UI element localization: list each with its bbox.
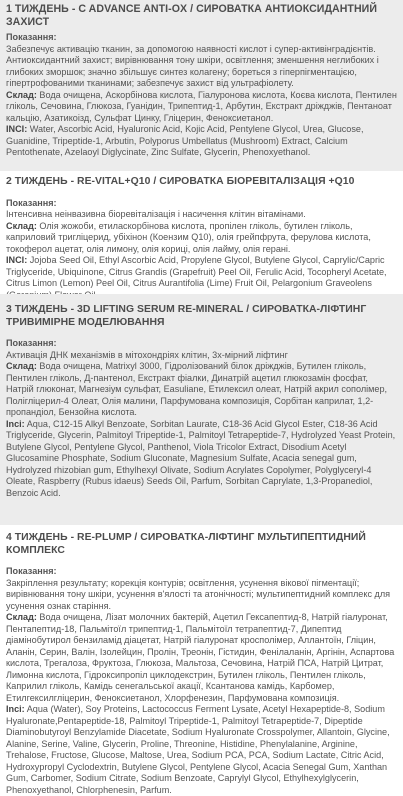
composition-text: Вода очищена, Лізат молочних бактерій, Ацетил Гексапептид-8, Натрій гіалуронат, Пентапептид-18, Пальмітоїл трипептид-1, Пальмітоїл тетрапептид-7, Дипептид діамінобутирол бензиламід діацетат, Натрій гіалуронат кросполімер, Аллантоїн, Гліцин, Аланін, Серин, Валін, Ізолейцин, Пролін, Треонін, Гістидин, Фенілаланін, Аргінін, Аспартова кислота, Трегалоза, Фруктоза, Глюкоза, Мальтоза, Сечовина, Натрій ПСА, Натрій Цитрат, Лимонна кислота, Гідроксипропіл циклодекстрин, Бутилен гліколь, Пентилен гліколь, Каприлил гліколь, Камідь сенегальської акації, Ксантанова камідь, Карбомер, Етилгексилгліцерин, Феноксиетанол, Хлорфенезин, Парфумована композиція. xyxy=(6,612,395,703)
inci-text: Aqua, C12-15 Alkyl Benzoate, Sorbitan Laurate, C18-36 Acid Glycol Ester, C18-36 Acid Triglyceride, Glycerin, Palmitoyl Tripeptide-1, Palmitoyl Tetrapeptide-7, Hydrolyzed Yeast Protein, Butylene Glycol, Pentylene Glycol, Panthenol, Viola Tricolor Extract, Disodium Acetyl Glucosamine Phosphate, Sodium Gluconate, Magnesium Sulfate, Acacia senegal gum, Hydrolyzed rhizobian gum, Ethylhexyl Olivate, Sodium Acrylates Copolymer, Polyglyceryl-4 Oleate, Raspberry (Rubus idaeus) Seeds Oil, Parfum, Sorbitan Caprylate, 1,3-Propanediol, Benzoic Acid. xyxy=(6,418,396,498)
composition-label: Склад: xyxy=(6,361,37,371)
section-title: 1 ТИЖДЕНЬ - C ADVANCE ANTI-OX / СИРОВАТКА АНТИОКСИДАНТНИЙ ЗАХИСТ xyxy=(6,3,377,28)
composition-paragraph xyxy=(6,361,397,419)
inci-paragraph xyxy=(6,704,397,796)
composition-text: Вода очищена, Аскорбінова кислота, Гіалуронова кислота, Коєва кислота, Пентилен гліколь, Сечовина, Глюкоза, Гуанідин, Трипептид-1, Арбутин, Екстракт дріжджів, Пентаноат кальцію, Азатикоізд, Сульфат Цинку, Гліцерин, Феноксиетанол. xyxy=(6,89,397,123)
composition-paragraph xyxy=(6,90,397,125)
indications-text: Активація ДНК механізмів в мітохондріях клітин, 3х-мірний ліфтинг xyxy=(6,349,289,360)
composition-label: Склад: xyxy=(6,89,37,100)
indications-text: Закріплення результату; корекція контурів; освітлення, усунення вікової пігментації; вирівнювання тону шкіри, усунення в'ялості та атонічності; мультипептидний комплекс для усунення ознак старіння. xyxy=(6,577,391,611)
inci-label: Inci: xyxy=(6,418,25,429)
inci-text: Aqua (Water), Soy Proteins, Lactococcus Ferment Lysate, Acetyl Hexapeptide-8, Sodium Hyaluronate,Pentapeptide-18, Palmitoyl Tripeptide-1, Palmitoyl Tetrapeptide-7, Dipeptide Diaminobutyroyl Benzylamide Diacetate, Sodium Hyaluronate Crosspolymer, Allantoin, Glycine, Alanine, Serine, Valine, Glycerin, Proline, Threonine, Histidine, Phenylalanine, Arginine, Trehalose, Fructose, Glucose, Maltose, Urea, Sodium PCA, PCA, Sodium Lactate, Citric Acid, Hydroxypropyl Cyclodextrin, Butylene Glycol, Pentylene Glycol, Acacia Senegal Gum, Xanthan Gum, Carbomer, Sodium Citrate, Sodium Benzoate, Caprylyl Glycol, Ethylhexylglycerin, Phenoxyethanol, Chlorphenesin, Parfum. xyxy=(6,704,390,795)
section-title: 2 ТИЖДЕНЬ - RE-VITAL+Q10 / СИРОВАТКА БІОРЕВІТАЛІЗАЦІЯ +Q10 xyxy=(6,176,355,187)
inci-text: Water, Ascorbic Acid, Hyaluronic Acid, Kojic Acid, Pentylene Glycol, Urea, Glucose, Guanidine, Tripeptide-1, Arbutin, Polyporus Umbellatus (Mushroom) Extract, Calcium Pentothenate, Azelaoyl Diglycinate, Zinc Sulfate, Glycerin, Phenoxyethanol. xyxy=(6,124,364,157)
inci-text: Jojoba Seed Oil, Ethyl Ascorbic Acid, Propylene Glycol, Butylene Glycol, Caprylic/Capric Triglyceride, Ubiquinone, Citrus Grandis (Grapefruit) Peel Oil, Ferulic Acid, Tocopheryl Acetate, Citrus Limon (Lemon) Peel Oil, Citrus Aurantifolia (Lime) Fruit Oil, Pelargonium Graveolens xyxy=(6,255,387,288)
section-title: 4 ТИЖДЕНЬ - RE-PLUMP / СИРОВАТКА-ЛІФТИНГ МУЛЬТИПЕПТИДНИЙ КОМПЛЕКС xyxy=(6,532,366,556)
section-week-4 xyxy=(0,525,403,795)
indications-label: Показання: xyxy=(6,566,57,576)
inci-label: INCI: xyxy=(6,124,28,134)
section-title: 3 ТИЖДЕНЬ - 3D LIFTING SERUM RE-MINERAL / СИРОВАТКА-ЛІФТИНГ ТРИВИМІРНЕ МОДЕЛЮВАННЯ xyxy=(6,304,367,328)
indications-label: Показання: xyxy=(6,197,57,208)
inci-label: INCI: xyxy=(6,255,28,265)
indications-label: Показання: xyxy=(6,32,57,42)
composition-paragraph xyxy=(6,221,397,256)
inci-paragraph xyxy=(6,124,397,159)
indications-text: Інтенсивна неінвазивна біоревіталізація і насичення клітин вітамінами. xyxy=(6,209,306,219)
composition-label: Склад: xyxy=(6,220,37,231)
composition-text: Олія жожоби, етиласкорбінова кислота, пропілен гліколь, бутилен гліколь, каприловий тригліцерид, убіхінон (Коензим Q10), олія грейпфрута, ферулова кислота, токоферол ацетат, олія лимону, олія кориці, олія лайму, олія герані. xyxy=(6,220,371,254)
inci-label: Inci: xyxy=(6,704,25,714)
composition-text: Вода очищена, Matrixyl 3000, Гідролізований білок дріжджів, Бутилен гліколь, Пентилен гліколь, Д-пантенол, Екстракт фіалки, Динатрій ацетил глюкозамін фосфат, Натрій глюконат, Магнезіум сульфат, Easuliane, Етилексил олеат, Натрій акрил сополімер, Полігліцерил-4 Олеат, Олія малини, Парфумована композиція, Сорбітан каприлат, 1,2- пропандіол, Бензойна кислота. xyxy=(6,361,388,417)
inci-paragraph xyxy=(6,419,397,500)
indications-text: Забезпечує активацію тканин, за допомогою наявності кислот і супер-активінградієнтів. Антиоксидантний захист; вирівнювання тону шкіри, освітлення; зменшення неглибоких і глибоких зморшок; значно збільшує синтез колагену; бореться з гіперпігментацією, гіпертрофованими тканинами; забезпечує захист від ультрафіолету. xyxy=(6,43,379,88)
section-week-1 xyxy=(0,0,403,171)
composition-paragraph xyxy=(6,612,397,704)
section-week-2 xyxy=(0,176,403,294)
indications-label: Показання: xyxy=(6,338,57,348)
section-week-3 xyxy=(0,294,403,525)
composition-label: Склад: xyxy=(6,612,37,622)
